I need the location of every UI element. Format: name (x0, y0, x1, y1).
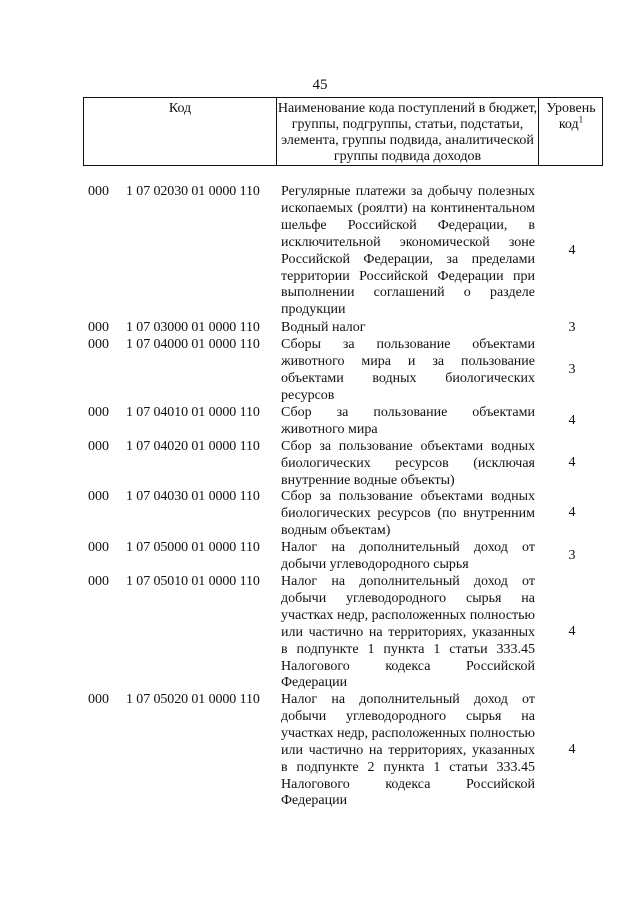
row-code: 1 07 02030 01 0000 110 (126, 184, 260, 199)
header-level-footnote: 1 (578, 114, 584, 125)
row-prefix: 000 (88, 489, 109, 504)
row-level: 4 (568, 624, 576, 639)
row-prefix: 000 (88, 184, 109, 199)
row-prefix: 000 (88, 574, 109, 589)
row-level: 4 (568, 742, 576, 757)
row-prefix: 000 (88, 692, 109, 707)
row-code: 1 07 04030 01 0000 110 (126, 489, 260, 504)
row-code: 1 07 04020 01 0000 110 (126, 439, 260, 454)
row-prefix: 000 (88, 439, 109, 454)
row-level: 4 (568, 243, 576, 258)
row-level: 3 (568, 320, 576, 335)
row-prefix: 000 (88, 540, 109, 555)
row-code: 1 07 05010 01 0000 110 (126, 574, 260, 589)
row-code: 1 07 04000 01 0000 110 (126, 337, 260, 352)
row-level: 4 (568, 505, 576, 520)
row-name: Налог на дополнительный доход от добычи углеводородного сырья на участках недр, расположенных полностью или частично на территориях, указанных в подпункте 1 пункта 1 статьи 333.45 Налогового кодекса Российской Федерации (281, 574, 535, 691)
row-name: Налог на дополнительный доход от добычи углеводородного сырья (281, 540, 535, 572)
header-level-label: Уровень код (546, 101, 596, 132)
row-level: 4 (568, 455, 576, 470)
row-name: Сбор за пользование объектами водных биологических ресурсов (по внутренним водным объектам) (281, 489, 535, 538)
row-prefix: 000 (88, 337, 109, 352)
row-code: 1 07 04010 01 0000 110 (126, 405, 260, 420)
row-prefix: 000 (88, 320, 109, 335)
row-level: 3 (568, 548, 576, 563)
header-code-label: Код (168, 101, 192, 116)
row-level: 4 (568, 413, 576, 428)
header-name-label: Наименование кода поступлений в бюджет, группы, подгруппы, статьи, подстатьи, элемента, группы подвида, аналитической группы подвида доходов (277, 101, 538, 164)
row-name: Водный налог (281, 320, 366, 335)
row-code: 1 07 05000 01 0000 110 (126, 540, 260, 555)
row-name: Налог на дополнительный доход от добычи углеводородного сырья на участках недр, расположенных полностью или частично на территориях, указанных в подпункте 2 пункта 1 статьи 333.45 Налогового кодекса Российской Федерации (281, 692, 535, 809)
row-code: 1 07 05020 01 0000 110 (126, 692, 260, 707)
row-level: 3 (568, 362, 576, 377)
row-name: Регулярные платежи за добычу полезных ископаемых (роялти) на континентальном шельфе Российской Федерации, в исключительной экономической зоне Российской Федерации, за пределами территории Российской Федерации при выполнении соглашений о разделе продукции (281, 184, 535, 318)
row-code: 1 07 03000 01 0000 110 (126, 320, 260, 335)
row-name: Сбор за пользование объектами животного мира (281, 405, 535, 437)
row-name: Сборы за пользование объектами животного мира и за пользование объектами водных биологических ресурсов (281, 337, 535, 403)
row-name: Сбор за пользование объектами водных биологических ресурсов (исключая внутренние водные объекты) (281, 439, 535, 488)
row-prefix: 000 (88, 405, 109, 420)
page-number: 45 (312, 77, 328, 93)
